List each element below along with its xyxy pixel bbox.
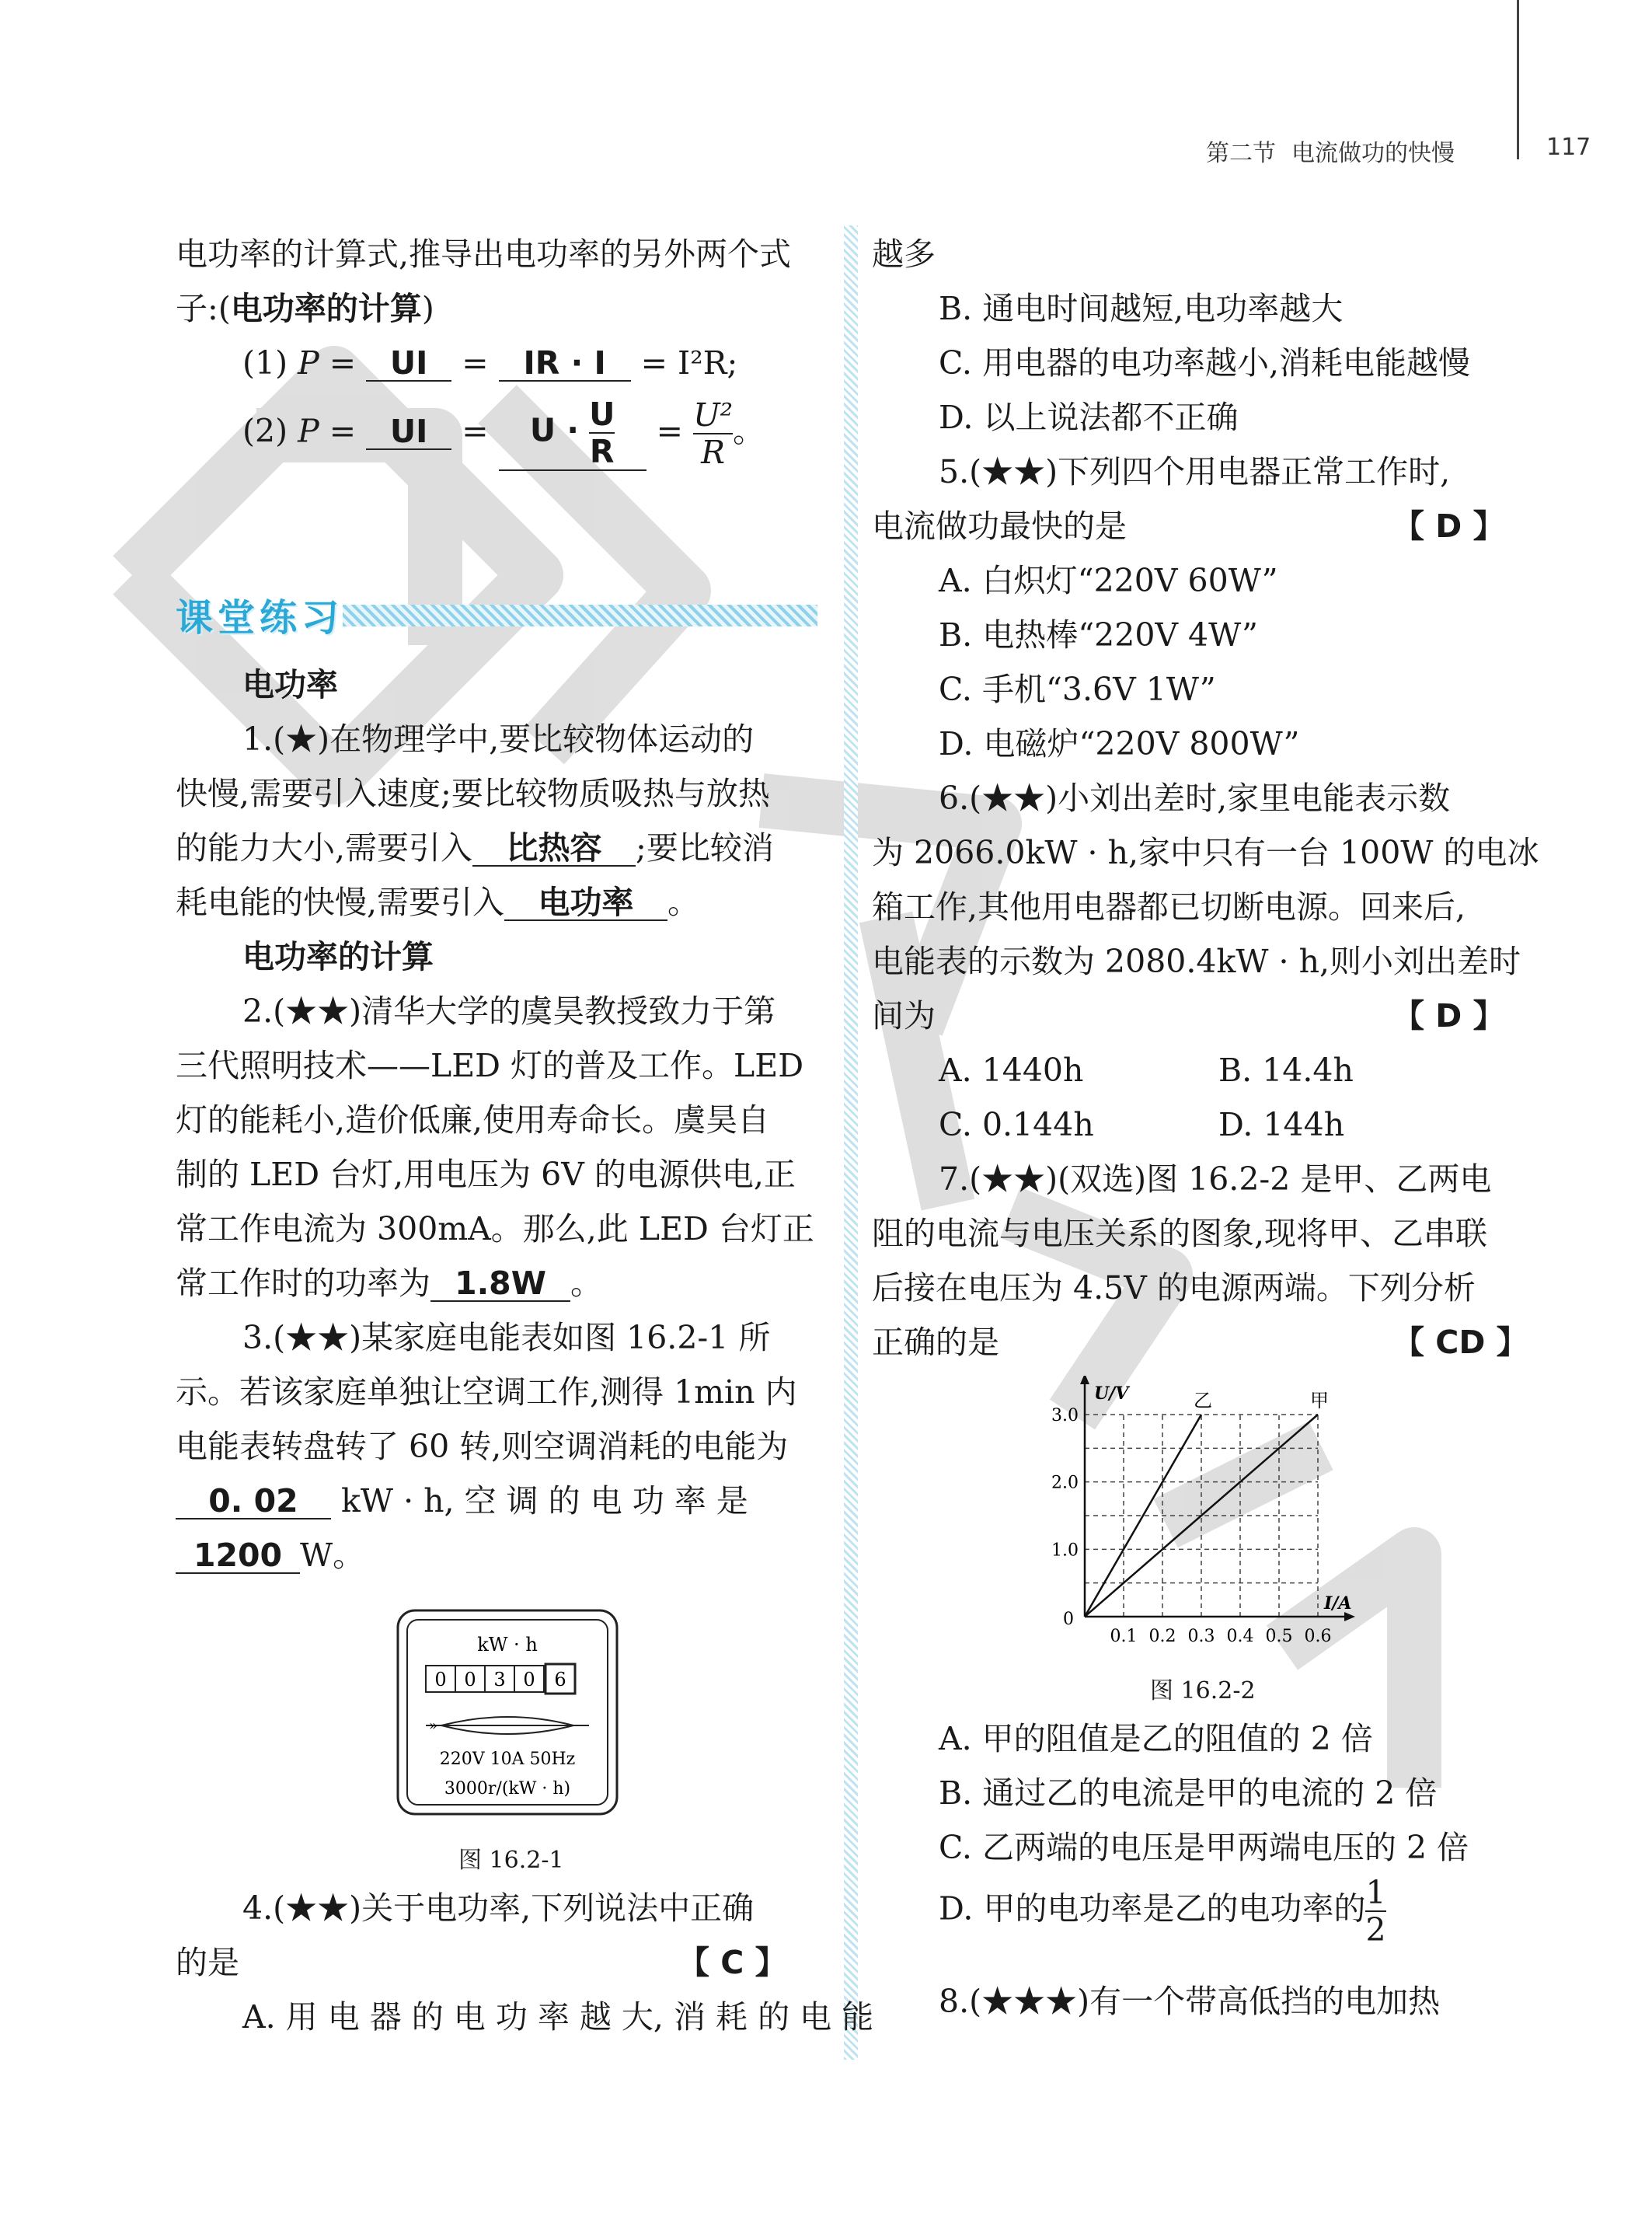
- formula-1-label: (1): [242, 344, 288, 382]
- q4-option-c: C. 用电器的电功率越小,消耗电能越慢: [939, 344, 1471, 382]
- q1-answer-2: 电功率: [504, 885, 667, 921]
- x-axis-label: I/A: [1324, 1593, 1352, 1614]
- q3-line-2: 示。若该家庭单独让空调工作,测得 1min 内: [176, 1373, 797, 1411]
- q5-option-d: D. 电磁炉“220V 800W”: [939, 725, 1300, 762]
- formula-2-answer-2-frac: [589, 396, 615, 469]
- meter-spec-2: 3000r/(kW · h): [444, 1779, 571, 1799]
- frac-num: U²: [693, 396, 734, 434]
- q7-option-a: A. 甲的阻值是乙的阻值的 2 倍: [939, 1720, 1373, 1757]
- formula-2-eq-2: =: [656, 412, 684, 450]
- q5-option-a: A. 白炽灯“220V 60W”: [939, 562, 1278, 599]
- q4-option-d: D. 以上说法都不正确: [939, 399, 1239, 436]
- q3-line-1: 3.(★★)某家庭电能表如图 16.2-1 所: [242, 1319, 771, 1356]
- q1-answer-1: 比热容: [472, 831, 636, 867]
- meter-digit: 3: [493, 1669, 506, 1690]
- formula-2-answer-2-pre: U ·: [529, 411, 580, 449]
- x-tick-label: 0.5: [1265, 1627, 1293, 1646]
- svg-text:»: »: [429, 1718, 438, 1734]
- q5-option-c: C. 手机“3.6V 1W”: [939, 671, 1216, 708]
- formula-1-answer-2: IR · I: [499, 346, 631, 382]
- q7-line-1: 7.(★★)(双选)图 16.2-2 是甲、乙两电: [939, 1160, 1492, 1198]
- q7-option-c: C. 乙两端的电压是甲两端电压的 2 倍: [939, 1829, 1469, 1866]
- q4-line-1: 4.(★★)关于电功率,下列说法中正确: [242, 1889, 755, 1927]
- q1-line-2: 快慢,需要引入速度;要比较物质吸热与放热: [176, 775, 770, 812]
- formula-2: [242, 396, 765, 471]
- page-number: 117: [1546, 134, 1591, 161]
- frac-num: 1: [1365, 1874, 1386, 1911]
- q4-option-a-cont: 越多: [872, 236, 936, 273]
- q7-option-b: B. 通过乙的电流是甲的电流的 2 倍: [939, 1774, 1438, 1812]
- frac-den: 2: [1365, 1911, 1386, 1949]
- q2-line-3: 灯的能耗小,造价低廉,使用寿命长。虞昊自: [176, 1101, 770, 1139]
- intro-post: ): [421, 290, 434, 327]
- y-axis-arrow: [1080, 1376, 1089, 1384]
- series-label-2: 甲: [1310, 1390, 1329, 1411]
- frac-den: R: [693, 433, 733, 470]
- meter-spec-1: 220V 10A 50Hz: [439, 1750, 576, 1769]
- formula-2-end: 。: [733, 412, 765, 450]
- intro-line-1: 电功率的计算式,推导出电功率的另外两个式: [176, 236, 792, 273]
- figure-2-caption: 图 16.2-2: [1150, 1677, 1256, 1704]
- q6-line-4: 电能表的示数为 2080.4kW · h,则小刘出差时: [872, 943, 1521, 980]
- meter-digit: 6: [554, 1669, 566, 1690]
- formula-2-lhs: P =: [298, 412, 357, 450]
- formula-2-answer-1: UI: [366, 414, 451, 450]
- q1-line-4: [176, 875, 699, 930]
- q7-line-2: 阻的电流与电压关系的图象,现将甲、乙串联: [872, 1215, 1488, 1252]
- q2-line-6-pre: 常工作时的功率为: [176, 1265, 430, 1302]
- q6-option-b: B. 14.4h: [1218, 1052, 1354, 1089]
- header-title: 电流做功的快慢: [1291, 140, 1455, 167]
- q5-line-1: 5.(★★)下列四个用电器正常工作时,: [939, 453, 1451, 490]
- q3-answer-1: 0. 02: [176, 1484, 331, 1519]
- electric-meter-figure: [395, 1607, 620, 1817]
- intro-pre: 子:(: [176, 290, 231, 327]
- q6-line-2: 为 2066.0kW · h,家中只有一台 100W 的电冰: [872, 834, 1539, 871]
- formula-1: [242, 336, 737, 390]
- q4-option-b: B. 通电时间越短,电功率越大: [939, 290, 1344, 327]
- x-tick-label: 0.2: [1148, 1627, 1176, 1646]
- intro-line-2: [176, 281, 434, 336]
- q1-line-3-post: ;要比较消: [636, 829, 774, 867]
- y-axis-label: U/V: [1094, 1383, 1129, 1404]
- q2-line-4: 制的 LED 台灯,用电压为 6V 的电源供电,正: [176, 1156, 796, 1193]
- q7-option-d-frac: [1365, 1875, 1385, 1948]
- x-tick-label: 0.6: [1304, 1627, 1332, 1646]
- meter-unit: kW · h: [477, 1634, 538, 1656]
- x-tick-label: 0.3: [1187, 1627, 1215, 1646]
- q1-line-4-post: 。: [667, 884, 700, 921]
- q6-line-3: 箱工作,其他用电器都已切断电源。回来后,: [872, 888, 1466, 926]
- ui-chart: [1038, 1376, 1364, 1656]
- q3-line-3: 电能表转盘转了 60 转,则空调消耗的电能为: [176, 1428, 789, 1465]
- q7-line-4: 正确的是: [872, 1324, 999, 1361]
- banner-stripes: [343, 605, 817, 626]
- header-rule: [1517, 0, 1519, 159]
- series-label-1: 乙: [1194, 1390, 1212, 1411]
- formula-1-tail: = I²R;: [640, 344, 738, 382]
- frac-den: R: [589, 433, 615, 470]
- meter-digit: 0: [523, 1669, 535, 1690]
- q1-line-4-pre: 耗电能的快慢,需要引入: [176, 884, 505, 921]
- q1-line-3: [176, 821, 774, 875]
- q7-answer: 【 CD 】: [1392, 1324, 1528, 1361]
- x-tick-label: 0.1: [1110, 1627, 1138, 1646]
- q6-line-5: 间为: [872, 997, 936, 1034]
- q2-line-6: [176, 1256, 602, 1310]
- q4-line-2: 的是: [176, 1944, 239, 1981]
- q1-line-3-pre: 的能力大小,需要引入: [176, 829, 473, 867]
- q3-line-5-post: W。: [300, 1537, 365, 1574]
- q2-line-1: 2.(★★)清华大学的虞昊教授致力于第: [242, 993, 776, 1030]
- q5-answer: 【 D 】: [1392, 508, 1505, 545]
- q2-line-6-post: 。: [570, 1265, 602, 1302]
- q3-line-4-post: kW · h, 空 调 的 电 功 率 是: [341, 1482, 748, 1519]
- figure-1-caption: 图 16.2-1: [458, 1847, 564, 1874]
- q1-line-1: 1.(★)在物理学中,要比较物体运动的: [242, 720, 755, 758]
- q6-answer: 【 D 】: [1392, 997, 1505, 1034]
- q2-line-5: 常工作电流为 300mA。那么,此 LED 台灯正: [176, 1210, 814, 1247]
- q4-option-a: A. 用 电 器 的 电 功 率 越 大, 消 耗 的 电 能: [242, 1998, 874, 2036]
- q5-option-b: B. 电热棒“220V 4W”: [939, 616, 1259, 654]
- q6-option-d: D. 144h: [1218, 1106, 1345, 1143]
- y-tick-label: 2.0: [1051, 1473, 1079, 1493]
- formula-2-answer-2: [499, 396, 647, 471]
- q7-line-3: 后接在电压为 4.5V 的电源两端。下列分析: [872, 1269, 1476, 1307]
- formula-1-answer-1: UI: [366, 346, 451, 382]
- q6-option-a: A. 1440h: [939, 1052, 1084, 1089]
- formula-1-lhs: P =: [298, 344, 357, 382]
- intro-tag: 电功率的计算: [230, 290, 422, 327]
- y-tick-label: 1.0: [1051, 1540, 1079, 1561]
- q2-line-2: 三代照明技术——LED 灯的普及工作。LED: [176, 1047, 804, 1084]
- subheading-power-calc: 电功率的计算: [242, 938, 434, 975]
- x-tick-label: 0.4: [1226, 1627, 1254, 1646]
- q5-line-2: 电流做功最快的是: [872, 508, 1127, 545]
- q4-answer: 【 C 】: [678, 1944, 787, 1981]
- frac-num: U: [589, 396, 615, 433]
- q2-answer: 1.8W: [430, 1266, 570, 1302]
- q7-option-d-text: D. 甲的电功率是乙的电功率的: [939, 1889, 1366, 1928]
- formula-1-eq: =: [462, 344, 489, 382]
- q7-option-d: [939, 1875, 1386, 1948]
- formula-2-label: (2): [242, 412, 288, 450]
- formula-2-eq: =: [462, 412, 489, 450]
- q6-option-c: C. 0.144h: [939, 1106, 1094, 1143]
- q3-answer-2: 1200: [176, 1538, 300, 1574]
- section-banner: [176, 596, 817, 640]
- meter-digit: 0: [464, 1669, 476, 1690]
- banner-title: 课堂练习: [176, 596, 344, 640]
- q8-line-1: 8.(★★★)有一个带高低挡的电加热: [939, 1983, 1441, 2020]
- origin-label: 0: [1063, 1610, 1074, 1629]
- q6-line-1: 6.(★★)小刘出差时,家里电能表示数: [939, 780, 1451, 817]
- formula-2-frac: [693, 397, 733, 470]
- header-section: 第二节: [1206, 140, 1276, 167]
- q3-line-5: [176, 1528, 364, 1582]
- q3-line-4: [176, 1474, 748, 1528]
- subheading-power: 电功率: [242, 666, 338, 703]
- y-tick-label: 3.0: [1051, 1406, 1079, 1425]
- column-divider: [844, 225, 858, 2060]
- meter-digit: 0: [434, 1669, 447, 1690]
